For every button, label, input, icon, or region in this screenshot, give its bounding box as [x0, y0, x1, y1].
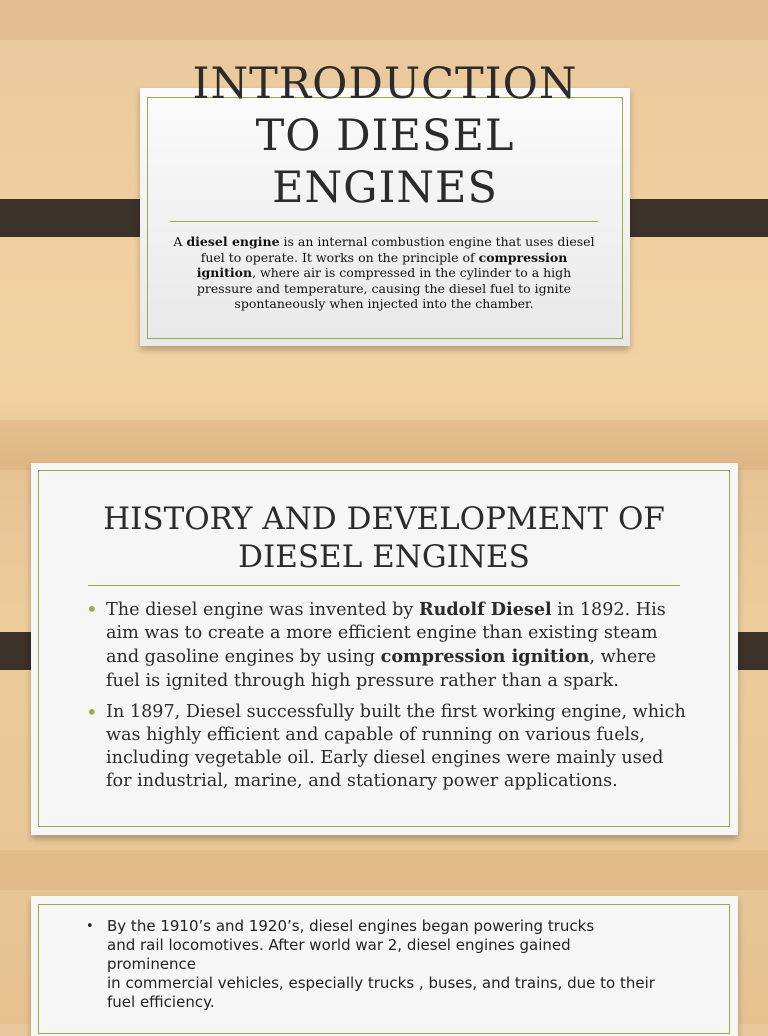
tape-right: [613, 199, 768, 237]
title-divider: [88, 585, 680, 586]
list-item: [86, 598, 686, 693]
slide-title: [140, 58, 630, 214]
bullet-icon: •: [86, 919, 94, 934]
text-run: In 1897, Diesel successfully built the first working engine, which was highly efficient and capable of running on various fuels, including vegetable oil. Early diesel engines were mainly used for industrial, marine, and stationary power applications.: [106, 701, 686, 792]
text-line: fuel efficiency.: [107, 993, 215, 1011]
bold-term: compression ignition: [196, 249, 568, 280]
title-line: HISTORY AND DEVELOPMENT OF: [103, 501, 665, 537]
title-line: TO DIESEL: [255, 111, 515, 161]
bold-term: diesel engine: [186, 234, 280, 249]
text-run: , where air is compressed in the cylinder to a high pressure and temperature, causing the diesel fuel to ignite spontaneously when injected into the chamber.: [196, 265, 572, 311]
text-run: A: [173, 234, 187, 249]
text-run: is an internal combustion engine that uses diesel fuel to operate. It works on the principle of: [200, 234, 595, 265]
slide-title: [38, 500, 730, 576]
bullet-icon: •: [86, 597, 98, 621]
bold-term: Rudolf Diesel: [418, 599, 552, 620]
title-line: DIESEL ENGINES: [238, 539, 530, 575]
bullet-list: [86, 917, 706, 1012]
title-divider: [170, 221, 598, 222]
bullet-icon: •: [86, 699, 98, 724]
bullet-list: [86, 598, 686, 802]
tape-left: [0, 199, 155, 237]
text-run: in 1892. His aim was to create a more efficient engine than existing steam and gasoline engines by using: [106, 600, 666, 668]
text-run: , where fuel is ignited through high pressure rather than a spark.: [106, 647, 657, 691]
intro-paragraph: [172, 234, 596, 312]
bold-term: compression ignition: [380, 646, 590, 668]
list-item: [86, 917, 706, 1012]
text-line: and rail locomotives. After world war 2, diesel engines gained: [107, 936, 571, 954]
text-run: The diesel engine was invented by: [106, 600, 419, 620]
text-line: prominence: [107, 955, 197, 973]
title-line: INTRODUCTION: [192, 59, 578, 109]
list-item: [86, 701, 686, 794]
slide-1: [0, 0, 768, 430]
text-line: in commercial vehicles, especially trucks , buses, and trains, due to their: [107, 974, 655, 992]
text-line: By the 1910’s and 1920’s, diesel engines began powering trucks: [107, 917, 595, 935]
title-line: ENGINES: [272, 163, 498, 213]
